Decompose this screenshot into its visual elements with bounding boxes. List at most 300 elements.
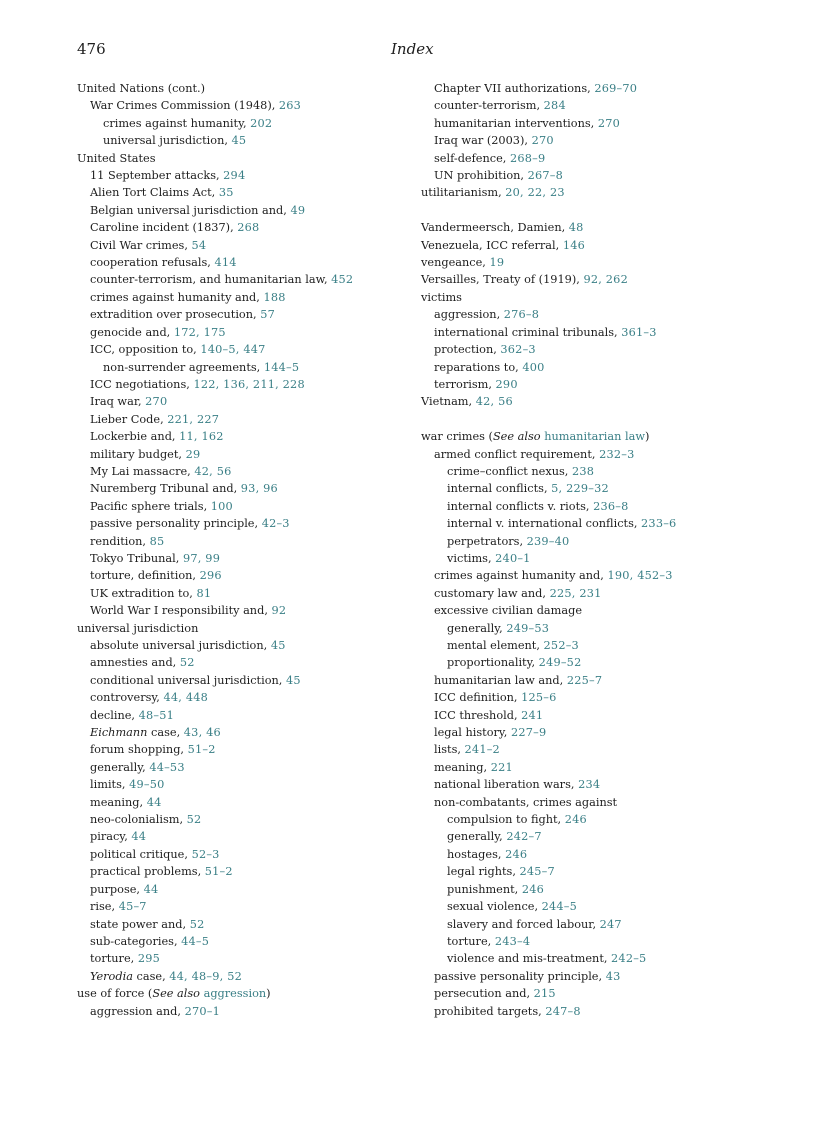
index-subentry [77,219,407,236]
entry-term: genocide and, [90,325,171,339]
entry-term: perpetrators, [447,534,524,548]
page-references[interactable]: 44, 48–9, 52 [169,969,243,983]
page-references[interactable]: 249–52 [538,656,582,670]
index-subentry [77,567,407,584]
entry-term: extradition over prosecution, [90,308,257,322]
index-subentry [421,97,751,114]
index-subentry [77,689,407,706]
page-references[interactable]: 270 [597,116,621,130]
entry-term: hostages, [447,847,502,861]
entry-term: aggression, [434,308,501,322]
index-entry [421,428,751,445]
page-references[interactable]: 19 [489,256,505,270]
page-references[interactable]: 44–5 [181,934,210,948]
page-references[interactable]: 93, 96 [240,482,278,496]
page-references[interactable]: 414 [214,256,237,270]
entry-term: internal conflicts, [447,482,548,496]
cross-reference-link[interactable]: humanitarian law [544,430,645,444]
index-column-right [421,80,751,1020]
entry-term: war crimes ( [421,430,493,444]
entry-term: internal v. international conflicts, [447,517,638,531]
index-entry [77,620,407,637]
entry-term: cooperation refusals, [90,256,211,270]
see-also-label: See also [152,987,200,1001]
index-subentry [421,672,751,689]
page-references[interactable]: 48 [568,221,584,235]
entry-term: 11 September attacks, [90,169,220,183]
index-column-left [77,80,407,1020]
page-references[interactable]: 51–2 [204,865,233,879]
entry-term: United States [77,151,156,165]
entry-term: punishment, [447,882,519,896]
index-subentry [77,237,407,254]
page-references[interactable]: 227–9 [510,726,547,740]
entry-term: rise, [90,900,116,914]
index-subentry [421,811,751,828]
page-references[interactable]: 125–6 [521,691,557,705]
entry-term: Vandermeersch, Damien, [421,221,566,235]
page-references[interactable]: 234 [578,778,601,792]
page-references[interactable]: 44, 448 [163,691,209,705]
index-subentry [421,968,751,985]
page-references[interactable]: 52–3 [191,847,220,861]
page-references[interactable]: 242–5 [611,952,647,966]
index-subentry [77,585,407,602]
page-references[interactable]: 146 [562,238,586,252]
index-entry [77,985,407,1002]
entry-term: case, [147,726,181,740]
page-references[interactable]: 221, 227 [167,412,220,426]
entry-term: persecution and, [434,987,531,1001]
entry-term: utilitarianism, [421,186,502,200]
page-references[interactable]: 232–3 [599,447,635,461]
page-references[interactable]: 245–7 [519,865,555,879]
page-references[interactable]: 242–7 [506,830,542,844]
page-references[interactable]: 296 [199,569,222,583]
index-subentry [77,463,407,480]
entry-term: use of force ( [77,987,153,1001]
index-subentry [421,950,751,967]
page-references[interactable]: 236–8 [593,499,629,513]
page-references[interactable]: 43, 46 [183,726,221,740]
page-references[interactable]: 225, 231 [549,586,602,600]
entry-term: internal conflicts v. riots, [447,499,590,513]
entry-term: universal jurisdiction [77,621,199,635]
page-references[interactable]: 144–5 [263,360,300,374]
page-references[interactable]: 267–8 [527,169,563,183]
entry-term: mental element, [447,639,540,652]
index-subentry [421,933,751,950]
page-references[interactable]: 295 [137,952,160,966]
page-references[interactable]: 45 [231,134,247,148]
entry-term: generally, [447,621,503,635]
index-subentry [77,916,407,933]
entry-term: Lockerbie and, [90,430,176,444]
entry-term: victims, [447,551,492,565]
entry-term: ICC, opposition to, [90,343,197,357]
index-subentry [421,776,751,793]
entry-term: Venezuela, ICC referral, [421,238,560,252]
page-references[interactable]: 188 [263,290,286,304]
page-references[interactable]: 270–1 [184,1004,220,1018]
index-subentry [77,324,407,341]
page-references[interactable]: 361–3 [621,325,657,339]
entry-term: meaning, [434,760,488,774]
entry-term: compulsion to fight, [447,813,562,827]
entry-term: Nuremberg Tribunal and, [90,482,238,496]
entry-term: Chapter VII authorizations, [434,82,591,95]
index-subentry [77,724,407,741]
page-references[interactable]: 233–6 [641,517,677,531]
entry-term: proportionality, [447,656,536,670]
index-subentry [77,637,407,654]
entry-term: rendition, [90,534,147,548]
index-subentry [421,150,751,167]
entry-term: military budget, [90,447,182,461]
index-subentry [77,202,407,219]
entry-term: ICC negotiations, [90,377,190,391]
entry-term: generally, [447,830,503,844]
index-subentry [77,306,407,323]
index-subentry [77,1003,407,1020]
index-subentry [421,602,751,619]
page-references[interactable]: 276–8 [503,308,540,322]
entry-term: Belgian universal jurisdiction and, [90,203,287,217]
index-subentry [77,515,407,532]
page-references[interactable]: 140–5, 447 [200,343,266,357]
page-references[interactable]: 52 [186,813,202,827]
page-references[interactable]: 52 [189,917,205,931]
index-spacer [421,202,751,219]
page-references[interactable]: 42–3 [261,517,290,531]
index-subentry [421,724,751,741]
entry-term: legal history, [434,726,508,740]
entry-term: excessive civilian damage [434,604,583,618]
index-subentry [77,115,407,132]
index-subentry [77,654,407,671]
page-references[interactable]: 246 [505,847,528,861]
page-references[interactable]: 249–53 [506,621,550,635]
index-subentry [77,184,407,201]
page-references[interactable]: 44 [143,882,159,896]
page-references[interactable]: 243–4 [494,934,531,948]
entry-term: international criminal tribunals, [434,325,618,339]
index-subentry [421,1003,751,1020]
entry-term: Caroline incident (1837), [90,221,234,235]
index-subentry [77,776,407,793]
index-spacer [421,411,751,428]
entry-term: Lieber Code, [90,412,164,426]
index-entry [421,393,751,410]
entry-term: amnesties and, [90,656,177,670]
index-subentry [421,585,751,602]
entry-term: meaning, [90,795,144,809]
index-subentry [77,898,407,915]
index-entry [421,184,751,201]
index-subentry [77,828,407,845]
index-subentry [77,968,407,985]
page-references[interactable]: 190, 452–3 [607,569,673,583]
page-references[interactable]: 225–7 [566,673,603,687]
entry-term: self-defence, [434,151,507,165]
page-references[interactable]: 44–53 [149,760,185,774]
index-subentry [77,341,407,358]
page-references[interactable]: 5, 229–32 [551,482,609,496]
index-entry [421,289,751,306]
entry-term: decline, [90,708,136,722]
entry-term: Vietnam, [421,395,473,409]
index-subentry [421,759,751,776]
entry-term: ICC threshold, [434,708,518,722]
index-subentry [77,707,407,724]
entry-term: crimes against humanity, [103,116,247,130]
entry-term: counter-terrorism, and humanitarian law, [90,273,328,287]
index-subentry [421,498,751,515]
page-references[interactable]: 215 [533,987,556,1001]
entry-term: Iraq war (2003), [434,134,528,148]
page-references[interactable]: 81 [196,586,212,600]
page-references[interactable]: 20, 22, 23 [505,186,565,200]
page-references[interactable]: 51–2 [187,743,216,757]
page-references[interactable]: 240–1 [495,551,531,565]
index-subentry [77,950,407,967]
page-references[interactable]: 49 [290,203,306,217]
entry-term: aggression and, [90,1004,181,1018]
page-references[interactable]: 172, 175 [173,325,226,339]
page-references[interactable]: 247 [599,917,622,931]
entry-term: legal rights, [447,865,516,879]
entry-term: generally, [90,760,146,774]
entry-term: customary law and, [434,586,547,600]
entry-term: violence and mis-treatment, [447,952,608,966]
entry-term: crimes against humanity and, [434,569,604,583]
entry-term: Pacific sphere trials, [90,499,208,513]
page-references[interactable]: 270 [531,134,554,148]
index-entry [421,254,751,271]
index-subentry [77,359,407,376]
index-subentry [77,446,407,463]
entry-term: passive personality principle, [434,969,603,983]
index-subentry [421,132,751,149]
page-references[interactable]: 45 [270,639,286,652]
page-references[interactable]: 268 [237,221,260,235]
index-subentry [77,376,407,393]
see-also-label: See also [492,430,541,444]
index-subentry [421,306,751,323]
page-references[interactable]: 400 [522,360,545,374]
index-subentry [77,428,407,445]
index-subentry [77,498,407,515]
page-references[interactable]: 241–2 [464,743,500,757]
page-header [77,40,434,62]
page-references[interactable]: 238 [572,464,595,478]
index-subentry [77,393,407,410]
page-references[interactable]: 294 [223,169,246,183]
index-subentry [421,916,751,933]
index-subentry [421,707,751,724]
entry-term: Iraq war, [90,395,142,409]
page-references[interactable]: 42, 56 [194,464,232,478]
page-references[interactable]: 246 [564,813,587,827]
index-subentry [77,271,407,288]
index-subentry [77,933,407,950]
page-references[interactable]: 247–8 [545,1004,581,1018]
page-references[interactable]: 85 [149,534,165,548]
index-subentry [77,132,407,149]
entry-term: War Crimes Commission (1948), [90,99,276,113]
entry-term: My Lai massacre, [90,464,191,478]
index-subentry [421,620,751,637]
page-references[interactable]: 43 [605,969,621,983]
index-entry [77,80,407,97]
entry-term: universal jurisdiction, [103,134,228,148]
page-references[interactable]: 92, 262 [583,273,628,287]
entry-term: World War I responsibility and, [90,604,268,618]
cross-reference-link[interactable]: aggression [203,987,267,1001]
entry-term: Tokyo Tribunal, [90,551,180,565]
entry-term: reparations to, [434,360,519,374]
index-subentry [421,446,751,463]
entry-term: crimes against humanity and, [90,290,260,304]
page-references[interactable]: 263 [278,99,302,113]
index-subentry [77,672,407,689]
entry-term: humanitarian interventions, [434,116,595,130]
index-subentry [421,567,751,584]
entry-term: non-surrender agreements, [103,360,261,374]
page-references[interactable]: 252–3 [543,639,579,652]
index-subentry [421,480,751,497]
entry-term: national liberation wars, [434,778,575,792]
index-subentry [77,846,407,863]
entry-term: torture, [90,952,135,966]
page-references[interactable]: 45–7 [118,900,147,914]
index-subentry [421,898,751,915]
index-subentry [421,324,751,341]
entry-term: torture, [447,934,492,948]
entry-term: humanitarian law and, [434,673,564,687]
index-subentry [421,654,751,671]
entry-term: UN prohibition, [434,169,524,183]
page-references[interactable]: 122, 136, 211, 228 [193,377,305,391]
index-subentry [77,811,407,828]
entry-term: case, [132,969,166,983]
index-entry [421,271,751,288]
index-subentry [421,881,751,898]
page-references[interactable]: 57 [260,308,275,322]
index-subentry [77,881,407,898]
index-subentry [421,689,751,706]
entry-term: purpose, [90,882,141,896]
index-subentry [77,550,407,567]
index-subentry [421,167,751,184]
index-subentry [421,533,751,550]
page-references[interactable]: 268–9 [509,151,546,165]
page-references[interactable]: 100 [210,499,233,513]
page-references[interactable]: 244–5 [541,900,578,914]
index-subentry [421,794,751,811]
index-subentry [77,741,407,758]
page-references[interactable]: 202 [250,116,273,130]
page-references[interactable]: 29 [185,447,201,461]
page-references[interactable]: 362–3 [500,343,536,357]
page-references[interactable]: 270 [145,395,168,409]
page-references[interactable]: 97, 99 [182,551,221,565]
page-references[interactable]: 45 [285,673,301,687]
index-subentry [421,550,751,567]
entry-term: limits, [90,778,126,792]
index-subentry [77,97,407,114]
entry-term: Civil War crimes, [90,238,188,252]
page-references[interactable]: 42, 56 [475,395,513,409]
page-references[interactable]: 48–51 [138,708,175,722]
page-number: 476 [77,40,106,58]
entry-term: passive personality principle, [90,517,259,531]
entry-italic-term: Eichmann [90,726,148,740]
entry-term: torture, definition, [90,569,196,583]
page-references[interactable]: 221 [490,760,513,774]
page-references[interactable]: 269–70 [594,82,638,95]
page-references[interactable]: 239–40 [526,534,570,548]
entry-term: sub-categories, [90,934,178,948]
page-references[interactable]: 92 [271,604,287,618]
page-references[interactable]: 35 [218,186,234,200]
index-subentry [421,341,751,358]
entry-term: Versailles, Treaty of (1919), [421,273,580,287]
index-subentry [77,254,407,271]
index-subentry [421,359,751,376]
page-references[interactable]: 52 [179,656,195,670]
page-references[interactable]: 11, 162 [179,430,224,444]
index-subentry [421,463,751,480]
page-references[interactable]: 54 [191,238,207,252]
entry-term: UK extradition to, [90,586,193,600]
index-entry [77,150,407,167]
index-subentry [77,602,407,619]
page-references[interactable]: 452 [331,273,354,287]
entry-term: Alien Tort Claims Act, [90,186,216,200]
entry-term: ICC definition, [434,691,518,705]
index-subentry [77,167,407,184]
index-subentry [77,480,407,497]
entry-term: practical problems, [90,865,202,879]
index-subentry [421,115,751,132]
entry-term: controversy, [90,691,160,705]
entry-term: crime–conflict nexus, [447,464,569,478]
page-references[interactable]: 49–50 [129,778,165,792]
entry-term: victims [421,290,462,304]
page-references[interactable]: 246 [521,882,545,896]
page-references[interactable]: 290 [495,377,518,391]
page-references[interactable]: 44 [131,830,147,844]
index-entry [421,237,751,254]
index-subentry [421,828,751,845]
index-subentry [421,741,751,758]
index-subentry [421,863,751,880]
entry-term: sexual violence, [447,900,539,914]
index-subentry [421,985,751,1002]
page-references[interactable]: 44 [146,795,162,809]
page-references[interactable]: 241 [521,708,544,722]
page-references[interactable]: 284 [543,99,566,113]
entry-term: non-combatants, crimes against [434,795,618,809]
index-subentry [421,376,751,393]
index-subentry [421,80,751,97]
index-subentry [77,794,407,811]
index-subentry [421,515,751,532]
index-subentry [421,846,751,863]
entry-term: United Nations (cont.) [77,82,206,95]
index-subentry [77,863,407,880]
